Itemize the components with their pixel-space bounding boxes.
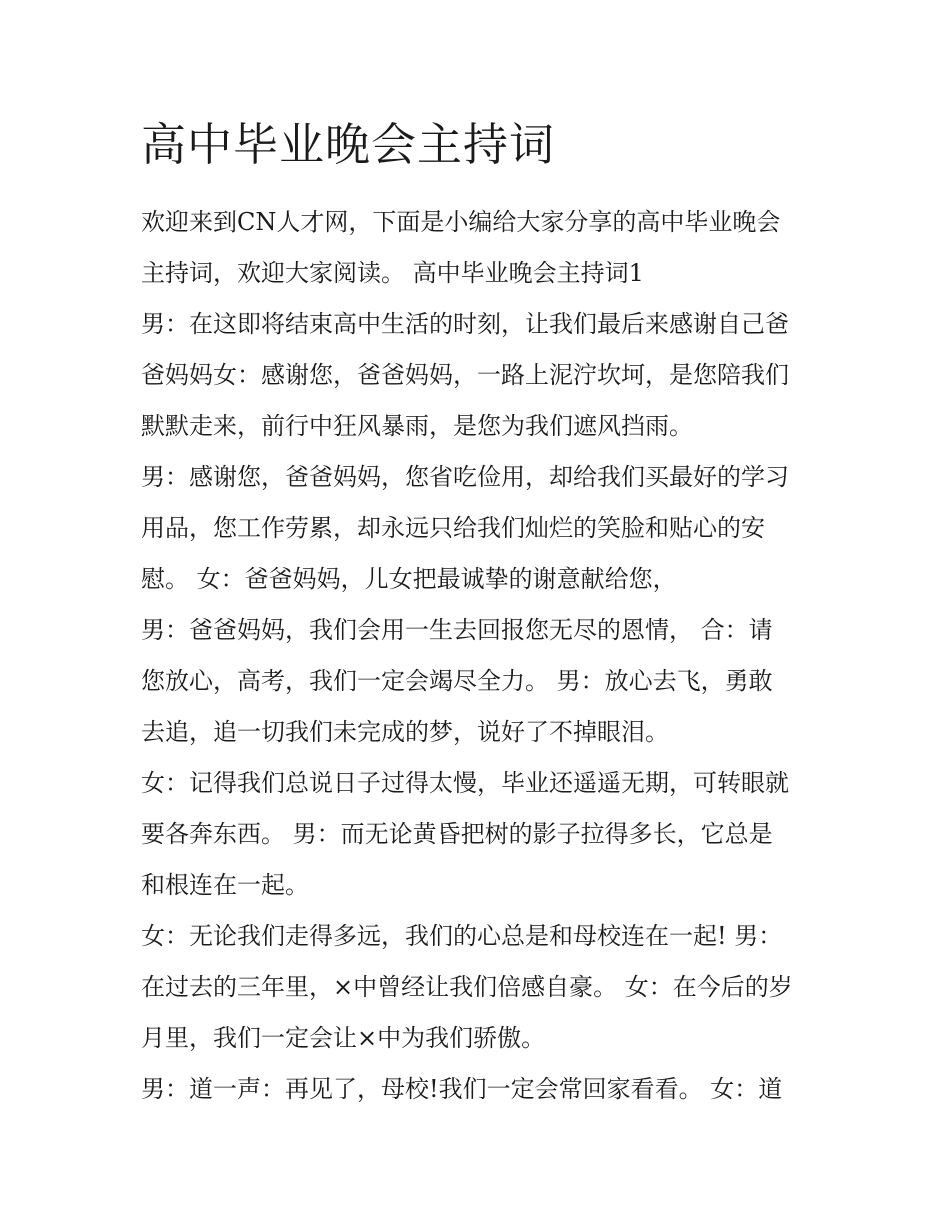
text-line: 男：感谢您，爸爸妈妈，您省吃俭用，却给我们买最好的学习 <box>141 463 789 491</box>
text-line: 您放心，高考，我们一定会竭尽全力。 男：放心去飞，勇敢 <box>141 667 773 695</box>
document-title: 高中毕业晚会主持词 <box>141 118 556 171</box>
text-line: 和根连在一起。 <box>141 871 309 899</box>
text-line: 月里，我们一定会让×中为我们骄傲。 <box>141 1024 546 1052</box>
document-body <box>141 197 821 1115</box>
text-line: 要各奔东西。 男：而无论黄昏把树的影子拉得多长，它总是 <box>141 820 773 848</box>
text-line: 女：无论我们走得多远，我们的心总是和母校连在一起! 男： <box>141 922 783 950</box>
text-line: 男：道一声：再见了，母校!我们一定会常回家看看。 女：道 <box>141 1075 783 1103</box>
text-line: 男：爸爸妈妈，我们会用一生去回报您无尽的恩情， 合：请 <box>141 616 773 644</box>
text-line: 在过去的三年里，×中曾经让我们倍感自豪。 女：在今后的岁 <box>141 973 793 1001</box>
text-line: 用品，您工作劳累，却永远只给我们灿烂的笑脸和贴心的安 <box>141 514 765 542</box>
text-line: 慰。 女：爸爸妈妈，儿女把最诚挚的谢意献给您， <box>141 565 677 593</box>
text-line: 女：记得我们总说日子过得太慢，毕业还遥遥无期，可转眼就 <box>141 769 789 797</box>
text-line: 欢迎来到CN人才网，下面是小编给大家分享的高中毕业晚会 <box>141 208 781 236</box>
text-line: 去追，追一切我们未完成的梦，说好了不掉眼泪。 <box>141 718 669 746</box>
text-line: 默默走来，前行中狂风暴雨，是您为我们遮风挡雨。 <box>141 412 693 440</box>
text-line: 男：在这即将结束高中生活的时刻，让我们最后来感谢自己爸 <box>141 310 789 338</box>
text-line: 爸妈妈女：感谢您，爸爸妈妈，一路上泥泞坎坷，是您陪我们 <box>141 361 789 389</box>
text-line: 主持词，欢迎大家阅读。 高中毕业晚会主持词1 <box>141 259 644 287</box>
